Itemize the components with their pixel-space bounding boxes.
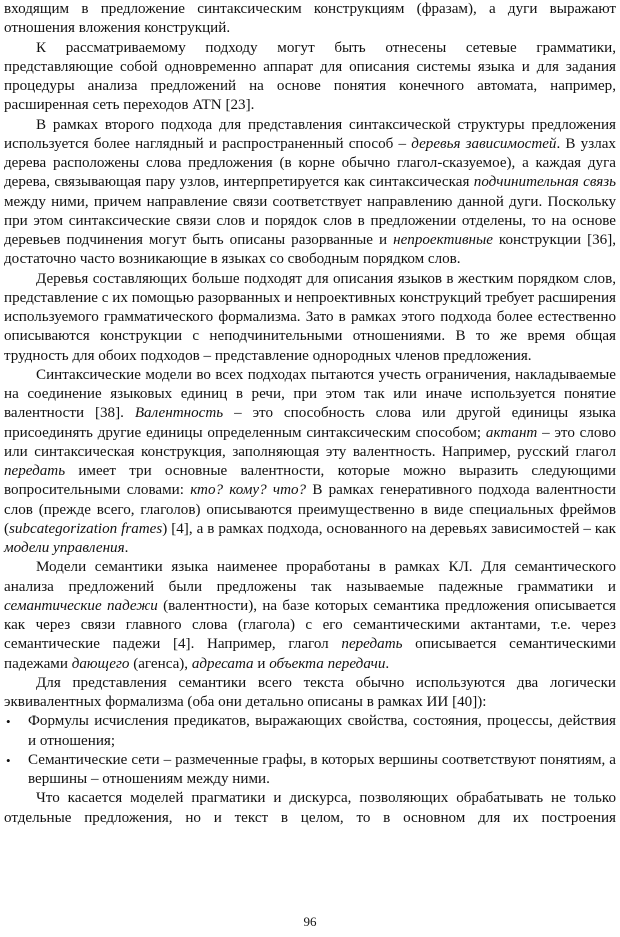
text-run: (агенса),	[129, 655, 192, 672]
text-run: и	[253, 655, 270, 672]
paragraph-pragmatics: Что касается моделей прагматики и дискурса, позволяющих обрабатывать не только отдельные предложения, но и текст в целом, то в основном для их построения	[4, 790, 616, 826]
text-run: имеет три основные валентности, которые можно выразить следующими вопросительными словами:	[4, 463, 616, 499]
text-run: .	[124, 540, 129, 556]
text-run: (валентности), на базе которых семантика предложения описывается как через связи главного слова (глагола) с его семантическими актантами, т.е. через семантические падежи [4]. Например, глагол	[4, 597, 616, 653]
italic-term: Валентность	[134, 405, 224, 422]
text-run: . В узлах дерева расположены слова предложения (в корне обычно глагол-сказуемое), а каждая дуга дерева, связывающая пару узлов, интерпретируется как синтаксическая	[4, 135, 616, 191]
paragraph-continuation: входящим в предложение синтаксическим конструкциям (фразам), а дуги выражают отношения вложения конструкций.	[4, 1, 616, 37]
text-run: описывается семантическими падежами	[4, 636, 616, 672]
text-run: Модели семантики языка наименее проработаны в рамках КЛ. Для семантического анализа предложений были предложены так называемые падежные грамматики и	[4, 559, 616, 595]
italic-term: кто? кому? что?	[190, 482, 307, 499]
paragraph-text-semantics: Для представления семантики всего текста обычно используются два логически эквивалентных формализма (оба они детально описаны в рамках ИИ [40]):	[4, 674, 616, 710]
page-body	[4, 0, 616, 828]
italic-term: подчинительная связь	[473, 174, 616, 191]
text-run: В рамках генеративного подхода валентности слов (прежде всего, глаголов) описываются преимущественно в виде специальных фреймов (	[4, 482, 617, 537]
text-run: конструкции [36], достаточно часто возникающие в языках со свободным порядком слов.	[4, 232, 616, 268]
text-run: В рамках второго подхода для представления синтаксической структуры предложения используется более наглядный и распространенный способ –	[4, 116, 616, 152]
list-item-text: Формулы исчисления предикатов, выражающих свойства, состояния, процессы, действия и отношения;	[28, 713, 616, 749]
paragraph-network-grammars: К рассматриваемому подходу могут быть отнесены сетевые грамматики, представляющие собой одновременно аппарат для описания системы языка и для задания процедуры анализа предложений на основе понятия конечного автомата, например, расширенная сеть переходов ATN [23].	[4, 39, 616, 114]
italic-term: дающего	[71, 655, 130, 672]
list-item	[4, 712, 616, 751]
text-run: – это способность слова или другой единицы языка присоединять другие единицы определенным синтаксическим способом;	[4, 405, 616, 441]
page-number: 96	[303, 914, 317, 929]
paragraph-constituent-trees: Деревья составляющих больше подходят для описания языков в жестким порядком слов, представление с их помощью разорванных и непроективных конструкций требует расширения используемого грамматического формализма. Зато в рамках этого подхода более естественно описываются конструкции с неподчинительными отношениями. В то же время общая трудность для обоих подходов – представление однородных членов предложения.	[4, 270, 616, 364]
bullet-icon: •	[6, 752, 11, 768]
italic-term: модели управления	[4, 540, 125, 556]
italic-term: передать	[4, 463, 66, 479]
text-run: .	[385, 655, 390, 672]
list-item-text: Семантические сети – размеченные графы, в которых вершины соответствуют понятиям, а вершины – отношениям между ними.	[28, 751, 616, 787]
italic-term: объекта передачи	[269, 655, 386, 672]
text-run: – это слово или синтаксическая конструкция, заполняющая эту валентность. Например, русский глагол	[4, 424, 617, 460]
bullet-icon: •	[6, 714, 11, 730]
italic-term: актант	[485, 424, 538, 441]
paragraph-valency	[4, 366, 616, 559]
italic-term: семантические падежи	[4, 597, 158, 614]
italic-term: деревья зависимостей	[411, 135, 557, 152]
formalism-list	[4, 712, 616, 789]
text-run: Синтаксические модели во всех подходах пытаются учесть ограничения, накладываемые на соединение языковых единиц в речи, при этом так или иначе используется понятие валентности [38].	[4, 366, 616, 422]
list-item	[4, 751, 616, 790]
text-run: между ними, причем направление связи соответствует направлению данной дуги. Поскольку при этом синтаксические связи слов и порядок слов в предложении отделены, то на основе деревьев подчинения могут быть описаны разорванные и	[4, 193, 616, 248]
italic-term: непроективные	[393, 232, 493, 248]
paragraph-semantics	[4, 558, 616, 674]
italic-term: адресата	[191, 655, 254, 672]
italic-term: передать	[341, 636, 403, 653]
italic-term: subcategorization frames	[9, 520, 163, 537]
paragraph-dependency-trees	[4, 116, 616, 270]
text-run: ) [4], а в рамках подхода, основанного на деревьях зависимостей – как	[162, 520, 616, 537]
